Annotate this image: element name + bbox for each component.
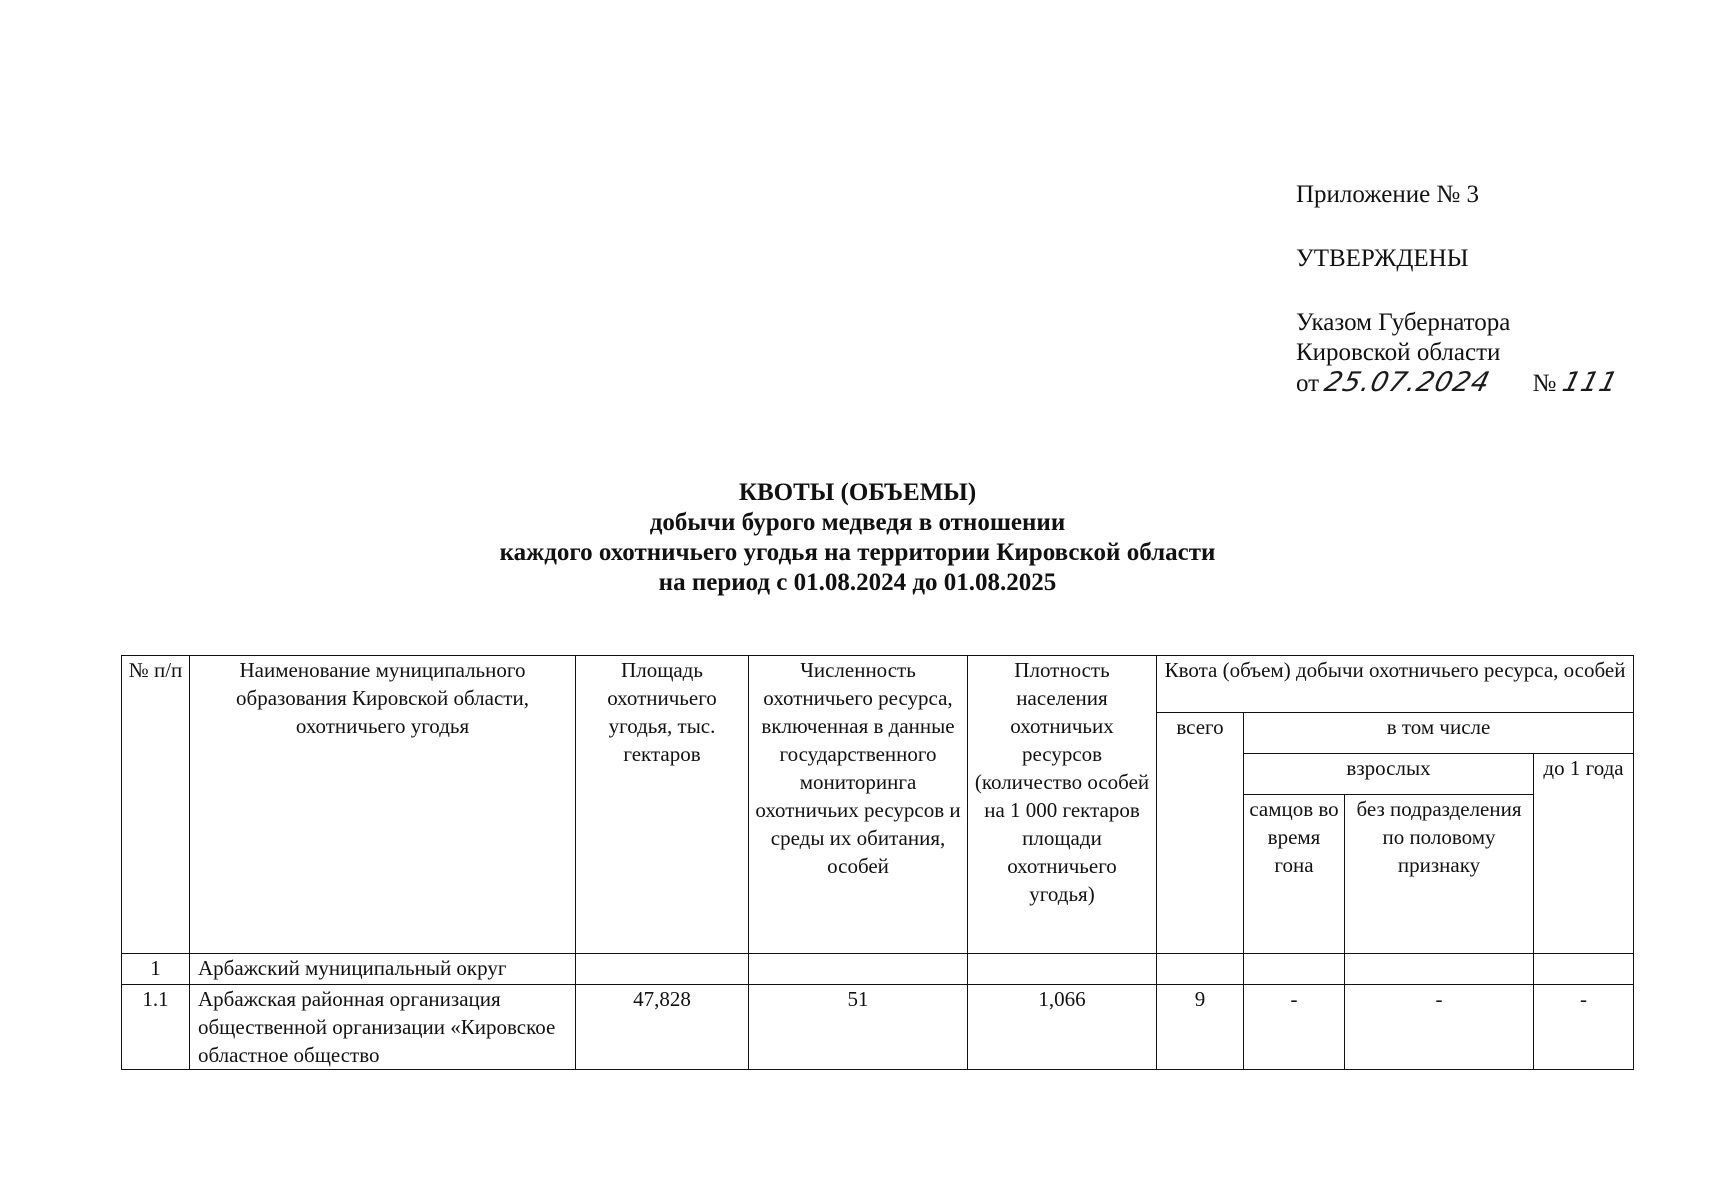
row-count: 51: [749, 985, 968, 1070]
header-males-rut: самцов во время гона: [1244, 795, 1345, 954]
row-males-rut: [1244, 954, 1345, 985]
table-row: [122, 985, 1634, 1070]
row-area: [576, 954, 749, 985]
title-line-3: каждого охотничьего угодья на территории Кировской области: [499, 539, 1216, 566]
handwritten-date: 25.07.2024: [1321, 367, 1494, 398]
header-under-1-year: до 1 года: [1534, 754, 1634, 954]
approval-block: [1296, 180, 1622, 399]
document-title: [0, 478, 1715, 598]
header-area: Площадь охотничьего угодья, тыс. гектаров: [576, 656, 749, 954]
header-including: в том числе: [1244, 713, 1634, 754]
appendix-label: Приложение № 3: [1296, 181, 1480, 208]
header-name: Наименование муниципального образования Кировской области, охотничьего угодья: [190, 656, 576, 954]
row-num: 1: [122, 954, 190, 985]
decree-line-2: Кировской области: [1296, 339, 1501, 366]
from-label: от: [1296, 370, 1320, 397]
header-density: Плотность населения охотничьих ресурсов (количество особей на 1 000 гектаров площади охотничьего угодья): [968, 656, 1157, 954]
row-name: Арбажский муниципальный округ: [190, 954, 576, 985]
row-total: [1157, 954, 1244, 985]
title-line-2: добычи бурого медведя в отношении: [649, 509, 1066, 536]
table-row: [122, 954, 1634, 985]
header-total: всего: [1157, 713, 1244, 954]
row-total: 9: [1157, 985, 1244, 1070]
row-density: [968, 954, 1157, 985]
handwritten-number: 111: [1558, 367, 1622, 398]
title-line-1: КВОТЫ (ОБЪЕМЫ): [738, 479, 977, 506]
number-label: №: [1532, 370, 1557, 397]
row-area: 47,828: [576, 985, 749, 1070]
row-under-1-year: [1534, 954, 1634, 985]
row-no-gender: [1345, 954, 1534, 985]
row-density: 1,066: [968, 985, 1157, 1070]
header-no-gender: без подразделения по половому признаку: [1345, 795, 1534, 954]
row-num: 1.1: [122, 985, 190, 1070]
row-name: Арбажская районная организация общественной организации «Кировское областное общество: [190, 985, 576, 1070]
header-adults: взрослых: [1244, 754, 1534, 795]
row-males-rut: -: [1244, 985, 1345, 1070]
decree-line-1: Указом Губернатора: [1296, 309, 1511, 336]
row-count: [749, 954, 968, 985]
header-num: № п/п: [122, 656, 190, 954]
approved-label: УТВЕРЖДЕНЫ: [1296, 245, 1469, 272]
decree-date-line: [1296, 367, 1622, 399]
quota-table: [121, 655, 1634, 1070]
title-line-4: на период с 01.08.2024 до 01.08.2025: [658, 569, 1057, 596]
header-count: Численность охотничьего ресурса, включенная в данные государственного мониторинга охотничьих ресурсов и среды их обитания, особей: [749, 656, 968, 954]
row-under-1-year: -: [1534, 985, 1634, 1070]
row-no-gender: -: [1345, 985, 1534, 1070]
header-quota: Квота (объем) добычи охотничьего ресурса, особей: [1157, 656, 1634, 713]
